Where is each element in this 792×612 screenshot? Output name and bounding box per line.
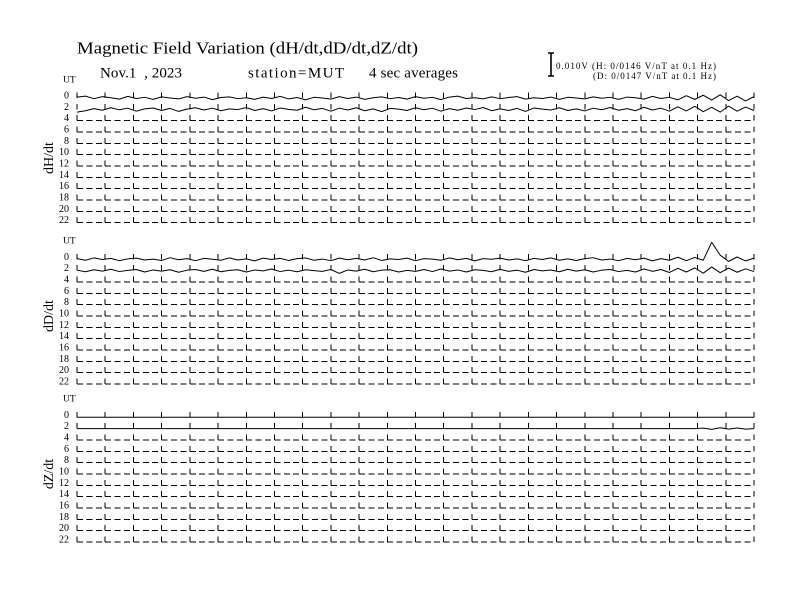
row-hour-tick-label: 8	[64, 455, 69, 467]
scale-bar-label-h: 0.010V (H: 0/0146 V/nT at 0.1 Hz)	[556, 61, 716, 71]
row-hour-tick-label: 20	[59, 203, 69, 215]
ut-axis-label: UT	[63, 75, 76, 86]
row-hour-tick-label: 4	[64, 274, 69, 286]
row-hour-tick-label: 0	[64, 409, 69, 421]
date-label: Nov.1 , 2023	[100, 65, 182, 82]
row-hour-tick-label: 8	[64, 135, 69, 147]
row-hour-tick-label: 14	[59, 169, 69, 181]
chart-title: Magnetic Field Variation (dH/dt,dD/dt,dZ/dt)	[77, 38, 418, 58]
row-hour-tick-label: 0	[64, 90, 69, 102]
ut-axis-label: UT	[63, 236, 76, 247]
row-hour-tick-label: 16	[59, 181, 69, 193]
row-hour-tick-label: 0	[64, 251, 69, 263]
row-hour-tick-label: 12	[59, 319, 69, 331]
row-hour-tick-label: 12	[59, 477, 69, 489]
dd-dt-axis-label: dD/dt	[42, 300, 57, 332]
row-hour-tick-label: 10	[59, 308, 69, 320]
dh-dt-axis-label: dH/dt	[42, 142, 57, 174]
row-hour-tick-label: 2	[64, 263, 69, 275]
row-hour-tick-label: 12	[59, 158, 69, 170]
row-hour-tick-label: 10	[59, 466, 69, 478]
row-hour-tick-label: 18	[59, 353, 69, 365]
row-hour-tick-label: 6	[64, 443, 69, 455]
row-hour-tick-label: 22	[59, 534, 69, 546]
row-hour-tick-label: 6	[64, 124, 69, 136]
row-hour-tick-label: 22	[59, 215, 69, 227]
row-hour-tick-label: 4	[64, 432, 69, 444]
row-hour-tick-label: 4	[64, 113, 69, 125]
row-hour-tick-label: 22	[59, 376, 69, 388]
row-hour-tick-label: 10	[59, 147, 69, 159]
averaging-label: 4 sec averages	[369, 65, 458, 82]
row-hour-tick-label: 8	[64, 297, 69, 309]
row-hour-tick-label: 14	[59, 489, 69, 501]
row-hour-tick-label: 18	[59, 192, 69, 204]
row-hour-tick-label: 6	[64, 285, 69, 297]
row-hour-tick-label: 20	[59, 365, 69, 377]
row-hour-tick-label: 14	[59, 331, 69, 343]
row-hour-tick-label: 16	[59, 342, 69, 354]
dz-dt-axis-label: dZ/dt	[42, 458, 57, 490]
row-hour-tick-label: 2	[64, 101, 69, 113]
row-hour-tick-label: 20	[59, 523, 69, 535]
station-label: station=MUT	[248, 65, 344, 82]
row-hour-tick-label: 2	[64, 421, 69, 433]
scale-bar-label-d: (D: 0/0147 V/nT at 0.1 Hz)	[593, 71, 716, 81]
ut-axis-label: UT	[63, 394, 76, 405]
row-hour-tick-label: 18	[59, 511, 69, 523]
row-hour-tick-label: 16	[59, 500, 69, 512]
